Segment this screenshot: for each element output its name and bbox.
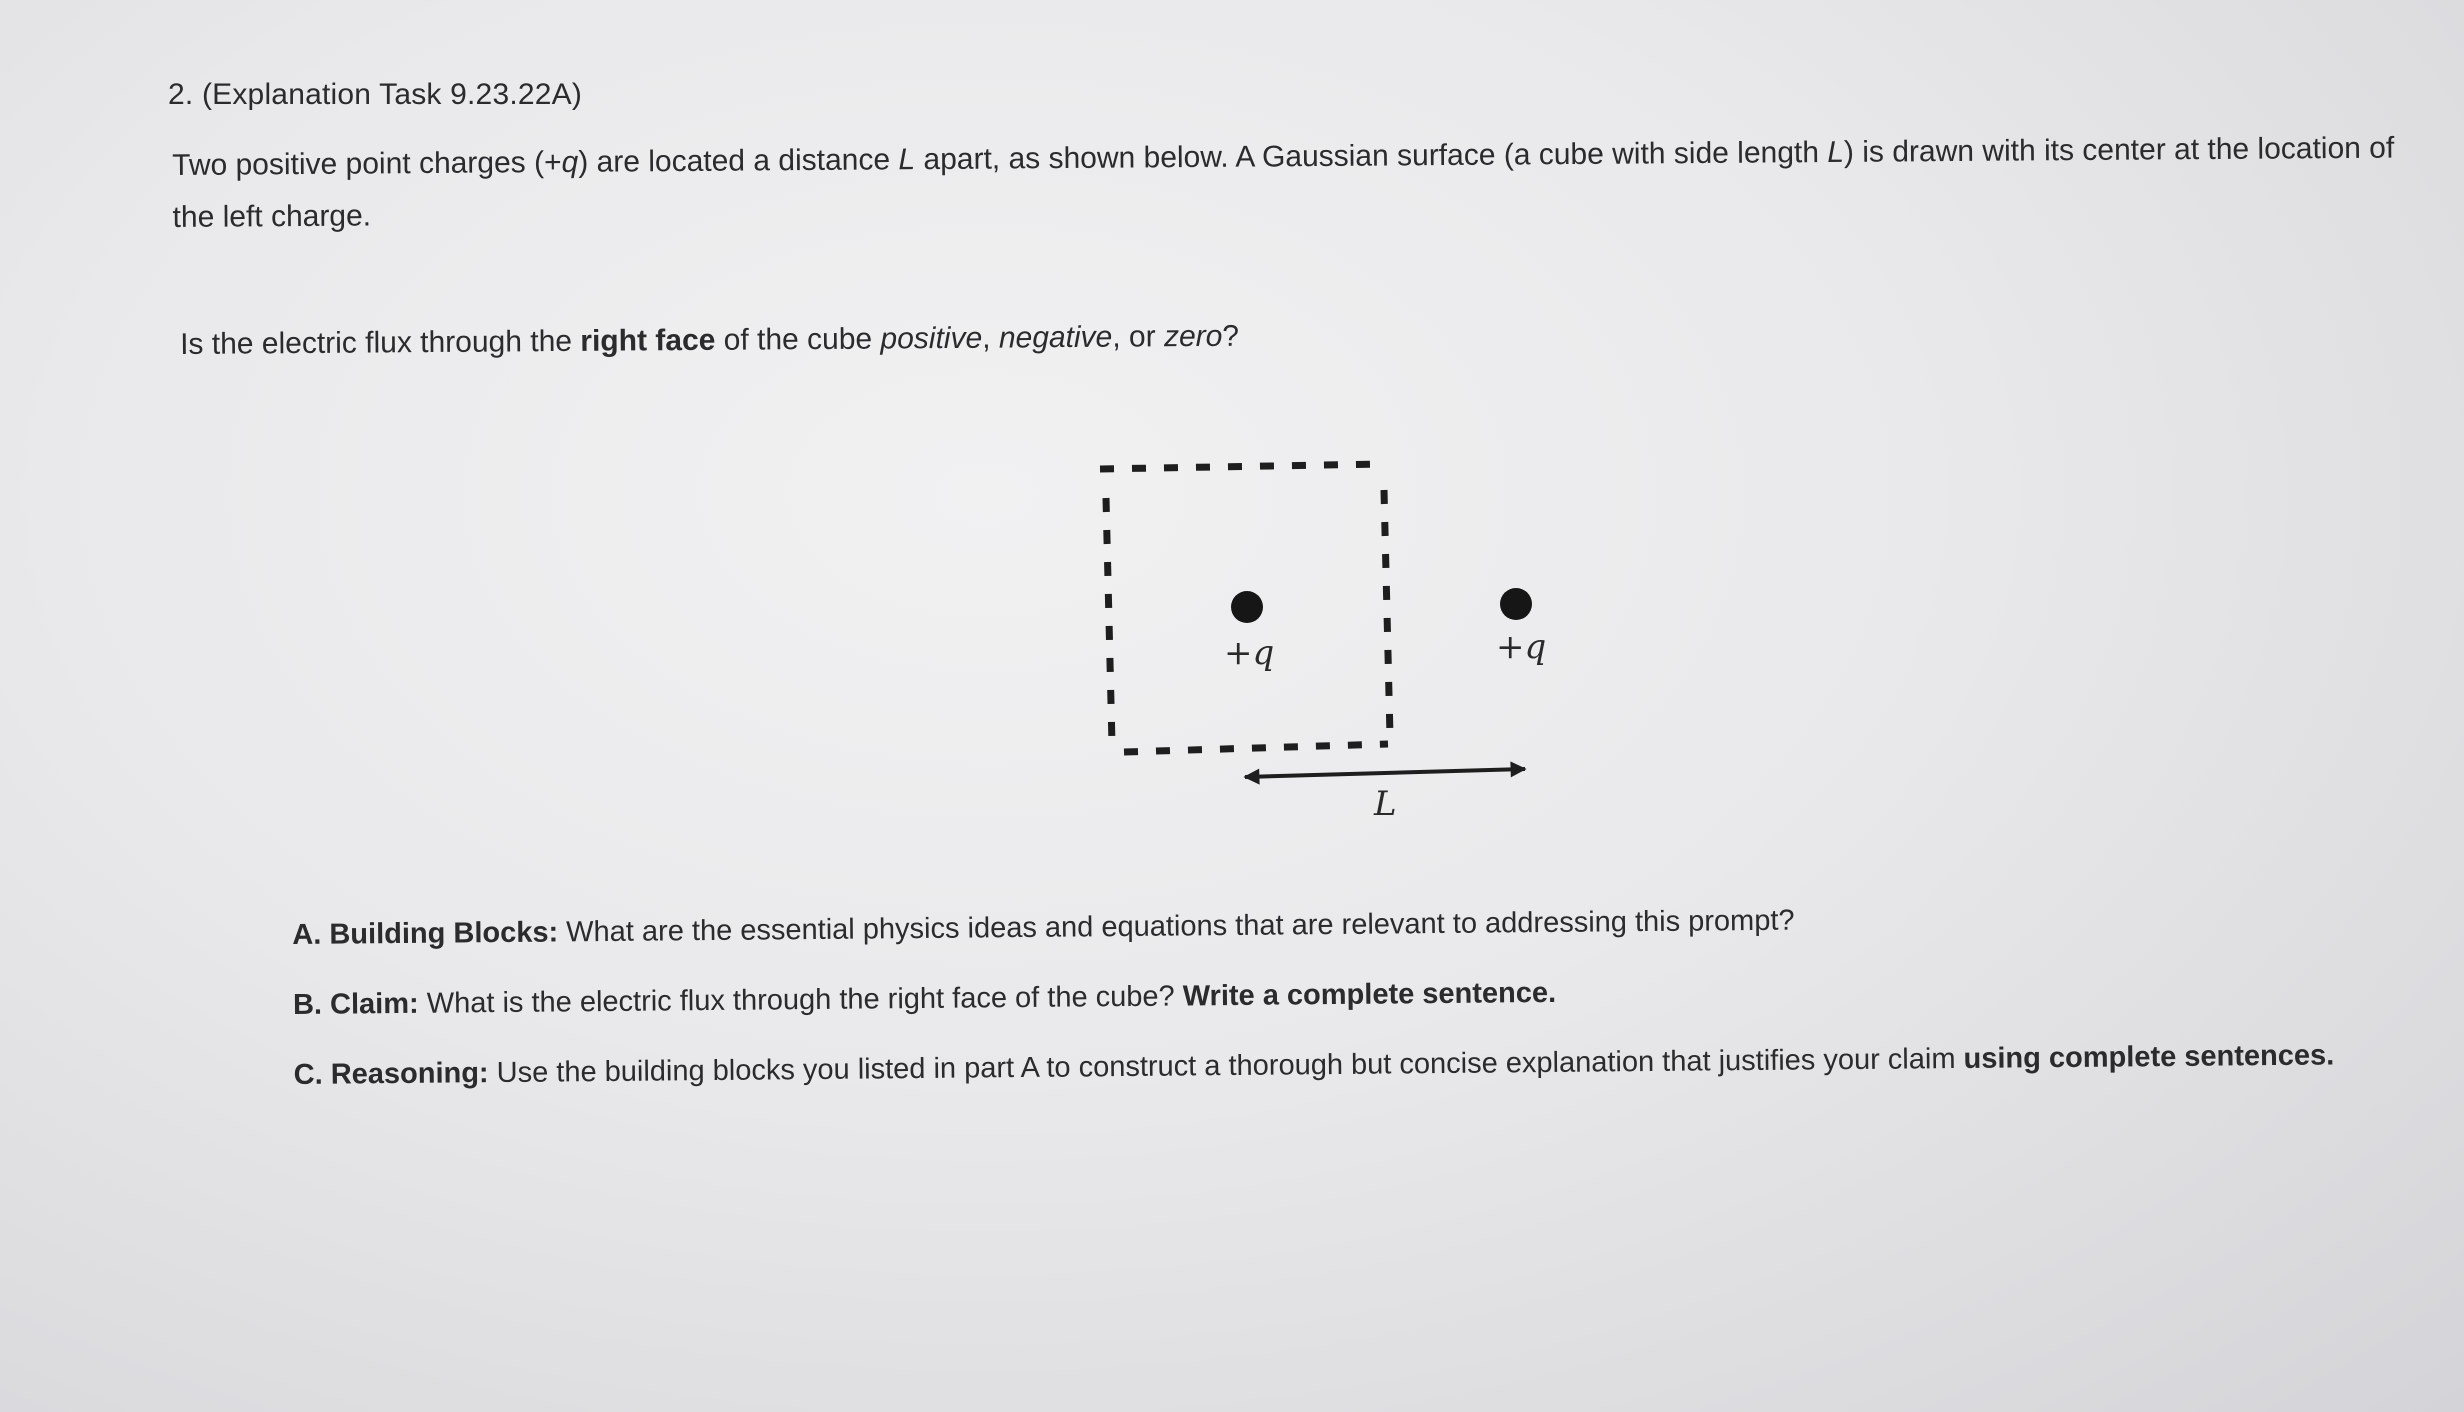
distance-arrow [1245, 769, 1525, 777]
part-b-bold-tail: Write a complete sentence. [1182, 976, 1557, 1013]
part-c-bold-tail: using complete sentences. [1963, 1039, 2335, 1075]
intro-L: L [898, 143, 916, 177]
intro-text-2: ) are located a distance [578, 143, 899, 179]
right-charge-dot [1500, 588, 1532, 620]
gaussian-cube-outline [1100, 464, 1390, 752]
intro-q: q [561, 145, 579, 179]
task-heading: 2. (Explanation Task 9.23.22A) [168, 78, 583, 111]
question-middle: of the cube [715, 322, 881, 357]
cube-bottom-edge [1124, 744, 1388, 752]
left-charge-dot [1231, 591, 1263, 623]
question-prefix: Is the electric flux through the [180, 324, 581, 361]
intro-L2: L [1827, 135, 1845, 169]
intro-text-3: apart, as shown below. A Gaussian surface (a cube with side length [914, 136, 1828, 177]
question-sep-1: , [982, 321, 999, 355]
question-right-face: right face [580, 323, 716, 358]
distance-label: L [1374, 784, 1397, 824]
part-c-text: Use the building blocks you listed in part A to construct a thorough but concise explanation that justifies your claim [488, 1042, 1964, 1090]
cube-top-edge [1100, 464, 1384, 469]
part-a-text: What are the essential physics ideas and equations that are relevant to addressing this prompt? [558, 904, 1795, 949]
task-intro [172, 122, 2403, 244]
question-sep-2: , or [1112, 320, 1165, 354]
part-a-label: A. Building Blocks: [292, 916, 559, 951]
cube-right-edge [1384, 490, 1390, 736]
right-charge-label: +q [1496, 627, 1547, 667]
intro-text-4: ) is drawn with its center at the location of the left charge. [172, 131, 2395, 234]
left-charge-label: +q [1224, 633, 1275, 673]
part-b-label: B. Claim: [292, 987, 419, 1021]
part-b-text: What is the electric flux through the right face of the cube? [418, 980, 1183, 1020]
option-positive: positive [880, 321, 983, 356]
task-question [180, 320, 1239, 362]
part-c-label: C. Reasoning: [293, 1057, 489, 1091]
option-negative: negative [998, 320, 1113, 355]
question-suffix: ? [1222, 319, 1240, 353]
intro-text-1: Two positive point charges (+ [172, 145, 562, 182]
response-parts [292, 880, 2335, 1110]
cube-left-edge [1106, 498, 1112, 744]
option-zero: zero [1163, 319, 1223, 354]
